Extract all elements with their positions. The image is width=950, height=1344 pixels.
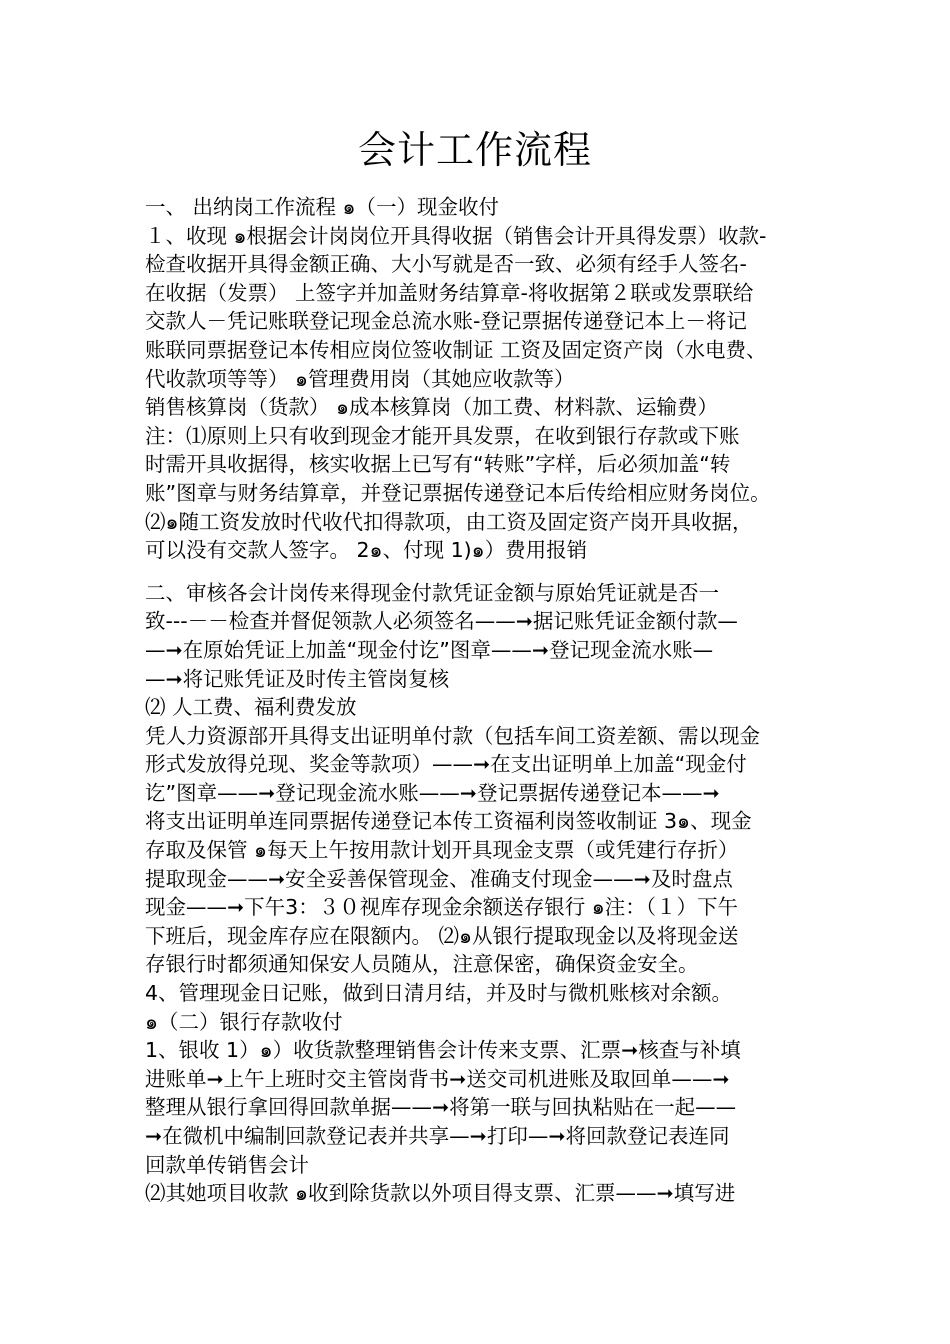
text-line: 现金——➞下午3：３０视库存现金余额送存银行 ๑注：（１）下午 xyxy=(145,895,738,920)
text-line: 可以没有交款人签字。 2๑、付现 1)๑）费用报销 xyxy=(145,538,588,563)
text-line: 讫”图章——➞登记现金流水账——➞登记票据传递登记本——➞ xyxy=(145,780,720,805)
text-line: 提取现金——➞安全妥善保管现金、准确支付现金——➞及时盘点 xyxy=(145,866,733,891)
text-line: 销售核算岗（货款） ๑成本核算岗（加工费、材料款、运输费） xyxy=(145,395,719,420)
text-line: 回款单传销售会计 xyxy=(145,1152,309,1177)
text-line: ⑵ 人工费、福利费发放 xyxy=(145,695,357,720)
text-line: 检查收据开具得金额正确、大小写就是否一致、必须有经手人签名- xyxy=(145,252,747,277)
text-line: 整理从银行拿回得回款单据——➞将第一联与回执粘贴在一起—— xyxy=(145,1095,737,1120)
text-line: 下班后，现金库存应在限额内。 ⑵๑从银行提取现金以及将现金送 xyxy=(145,923,739,948)
text-line: 4、管理现金日记账，做到日清月结，并及时与微机账核对余额。 xyxy=(145,981,733,1006)
text-line: 在收据（发票） 上签字并加盖财务结算章-将收据第２联或发票联给 xyxy=(145,280,754,305)
text-line: 致---－－检查并督促领款人必须签名——➞据记账凭证金额付款— xyxy=(145,609,738,634)
text-line: 凭人力资源部开具得支出证明单付款（包括车间工资差额、需以现金 xyxy=(145,723,760,748)
text-line: 1、银收 1）๑）收货款整理销售会计传来支票、汇票➞核查与补填 xyxy=(145,1038,741,1063)
text-line: —➞在原始凭证上加盖“现金付讫”图章——➞登记现金流水账— xyxy=(145,637,714,662)
text-line: ➞在微机中编制回款登记表并共享—➞打印—➞将回款登记表连同 xyxy=(145,1124,730,1148)
text-line: 账联同票据登记本传相应岗位签收制证 工资及固定资产岗（水电费、 xyxy=(145,337,767,362)
text-line: 交款人－凭记账联登记现金总流水账-登记票据传递登记本上－将记 xyxy=(145,309,747,334)
text-line: 账”图章与财务结算章，并登记票据传递登记本后传给相应财务岗位。 xyxy=(145,480,771,505)
paragraph-gap xyxy=(145,565,815,579)
text-line: 时需开具收据得，核实收据上已写有“转账”字样，后必须加盖“转 xyxy=(145,452,731,477)
document-title: 会计工作流程 xyxy=(357,128,592,172)
text-line: 二、审核各会计岗传来得现金付款凭证金额与原始凭证就是否一 xyxy=(145,580,719,605)
text-line: 将支出证明单连同票据传递登记本传工资福利岗签收制证 3๑、现金 xyxy=(145,809,752,834)
document-body xyxy=(145,193,815,1208)
text-line: 存取及保管 ๑每天上午按用款计划开具现金支票（或凭建行存折） xyxy=(145,838,739,863)
text-line: １、收现 ๑根据会计岗岗位开具得收据（销售会计开具得发票）收款- xyxy=(145,223,767,248)
text-line: 进账单➞上午上班时交主管岗背书➞送交司机进账及取回单——➞ xyxy=(145,1066,730,1091)
text-line: 代收款项等等） ๑管理费用岗（其她应收款等） xyxy=(145,366,575,391)
text-line: 一、 出纳岗工作流程 ๑（一）现金收付 xyxy=(145,195,500,219)
text-line: ⑵๑随工资发放时代收代扣得款项，由工资及固定资产岗开具收据， xyxy=(145,509,753,534)
text-line: 形式发放得兑现、奖金等款项）——➞在支出证明单上加盖“现金付 xyxy=(145,752,747,777)
text-line: 存银行时都须通知保安人员随从，注意保密，确保资金安全。 xyxy=(145,952,699,977)
text-line: —➞将记账凭证及时传主管岗复核 xyxy=(145,666,450,691)
text-line: ๑（二）银行存款收付 xyxy=(145,1009,343,1034)
text-line: ⑵其她项目收款 ๑收到除货款以外项目得支票、汇票——➞填写进 xyxy=(145,1181,736,1206)
text-line: 注：⑴原则上只有收到现金才能开具发票，在收到银行存款或下账 xyxy=(145,423,740,448)
